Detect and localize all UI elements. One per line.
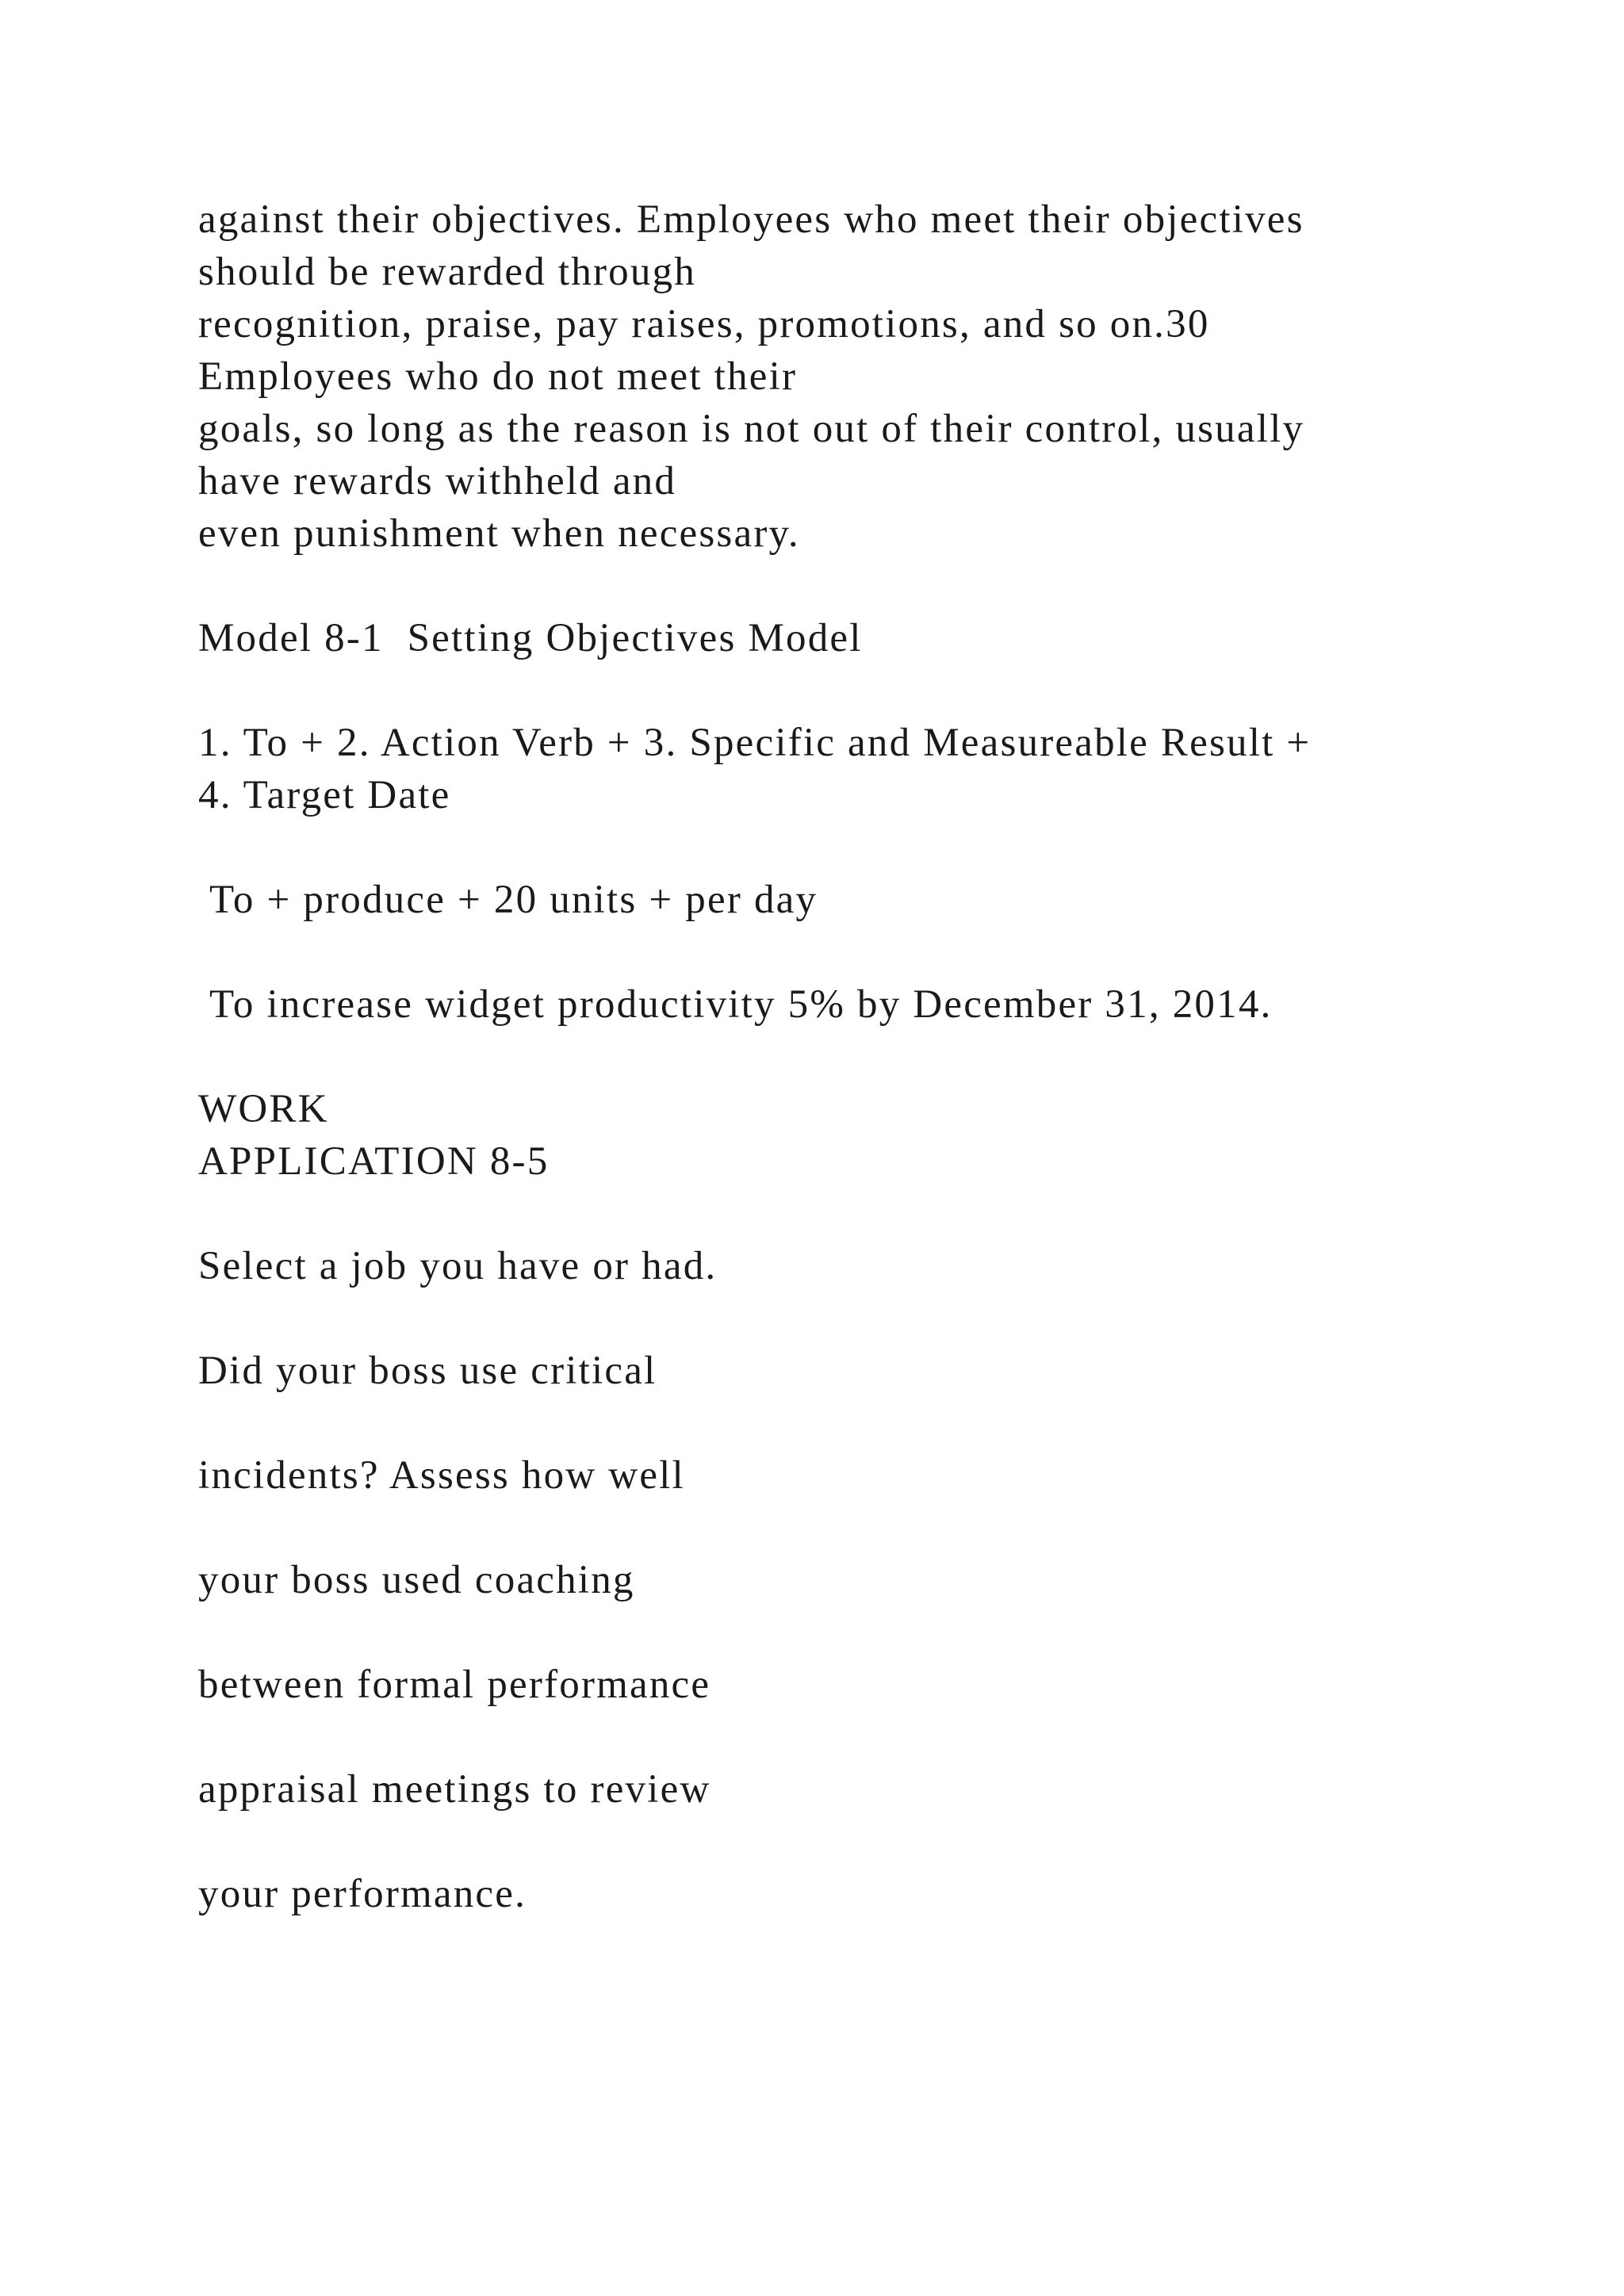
text-line: against their objectives. Employees who meet their objectives bbox=[198, 197, 1304, 242]
text-line: should be rewarded through bbox=[198, 250, 696, 294]
question-line: your performance. bbox=[198, 1872, 527, 1916]
objective-example: To increase widget productivity 5% by December 31, 2014. bbox=[198, 982, 1273, 1027]
spacer bbox=[198, 1711, 1435, 1763]
question-line: Select a job you have or had. bbox=[198, 1244, 718, 1288]
formula-example: To + produce + 20 units + per day bbox=[198, 878, 818, 922]
spacer bbox=[198, 1397, 1435, 1449]
spacer bbox=[198, 926, 1435, 978]
text-line: recognition, praise, pay raises, promotions, and so on.30 bbox=[198, 302, 1210, 346]
work-application-heading bbox=[198, 1083, 1435, 1188]
text-line: Employees who do not meet their bbox=[198, 354, 798, 399]
heading-line: APPLICATION 8-5 bbox=[198, 1139, 550, 1184]
spacer bbox=[198, 1816, 1435, 1868]
body-paragraph bbox=[198, 193, 1435, 560]
text-line: even punishment when necessary. bbox=[198, 511, 800, 556]
heading-line: WORK bbox=[198, 1087, 329, 1131]
text-line: goals, so long as the reason is not out of their control, usually bbox=[198, 407, 1305, 451]
spacer bbox=[198, 821, 1435, 874]
spacer bbox=[198, 664, 1435, 717]
spacer bbox=[198, 1188, 1435, 1240]
spacer bbox=[198, 1502, 1435, 1554]
question-line: your boss used coaching bbox=[198, 1558, 635, 1602]
spacer bbox=[198, 1292, 1435, 1345]
question-line: between formal performance bbox=[198, 1663, 711, 1707]
model-formula bbox=[198, 717, 1435, 821]
document-page bbox=[198, 193, 1435, 1920]
spacer bbox=[198, 560, 1435, 612]
formula-line: 4. Target Date bbox=[198, 773, 451, 817]
spacer bbox=[198, 1031, 1435, 1083]
model-title: Model 8-1 Setting Objectives Model bbox=[198, 616, 863, 660]
formula-line: 1. To + 2. Action Verb + 3. Specific and Measureable Result + bbox=[198, 721, 1312, 765]
text-line: have rewards withheld and bbox=[198, 459, 677, 503]
spacer bbox=[198, 1606, 1435, 1659]
question-line: appraisal meetings to review bbox=[198, 1767, 711, 1812]
question-line: Did your boss use critical bbox=[198, 1349, 657, 1393]
question-line: incidents? Assess how well bbox=[198, 1453, 685, 1498]
